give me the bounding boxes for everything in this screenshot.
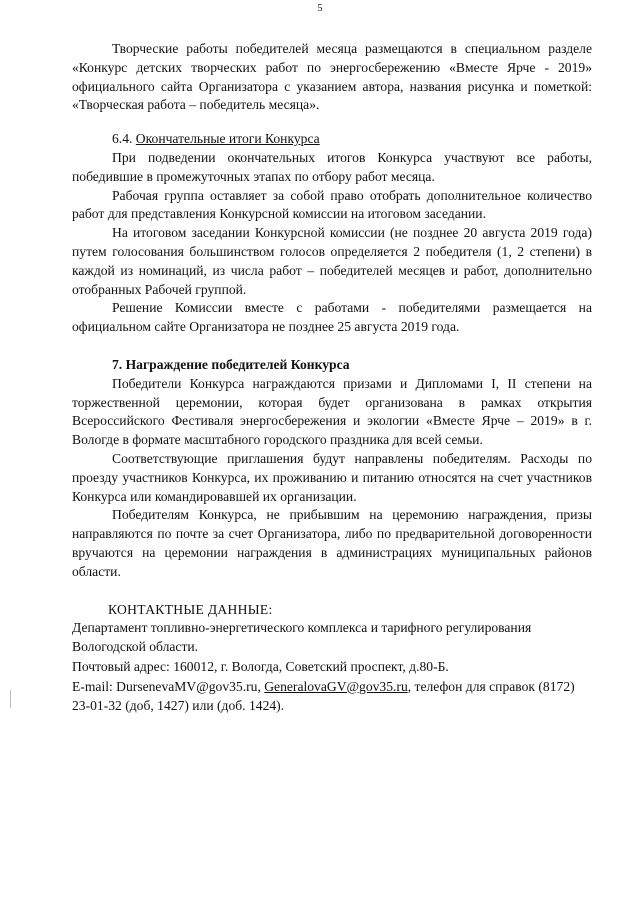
section-6-4-title: Окончательные итоги Конкурса [135, 131, 320, 147]
contacts-email-line [72, 678, 592, 716]
contacts-phone: , телефон для справок (8172) 23-01-32 (доб, 1427) или (доб. 1424). [72, 678, 575, 713]
section-6-4-paragraph-2: Рабочая группа оставляет за собой право отобрать дополнительное количество работ для представления Конкурсной комиссии на итоговом заседании. [72, 187, 592, 222]
section-7-paragraph-1: Победители Конкурса награждаются призами и Дипломами I, II степени на торжественной церемонии, которая будет организована в рамках открытия Всероссийского Фестиваля энергосбережения и экологии «Вместе Ярче – 2019» в г. Вологде в формате масштабного городского праздника для всей семьи. [72, 375, 592, 448]
section-6-4-paragraph-3: На итоговом заседании Конкурсной комиссии (не позднее 20 августа 2019 года) путем голосования большинством голосов определяется 2 победителя (1, 2 степени) в каждой из номинаций, из числа работ – победителей месяцев и работ, дополнительно отобранных Рабочей группой. [72, 225, 592, 297]
contacts-department: Департамент топливно-энергетического комплекса и тарифного регулирования Вологодской области. [72, 620, 532, 655]
contacts-postal-address: Почтовый адрес: 160012, г. Вологда, Советский проспект, д.80-Б. [72, 658, 449, 674]
document-body [72, 40, 592, 715]
section-6-4-paragraph-1: При подведении окончательных итогов Конкурса участвуют все работы, победившие в промежуточных этапах по отбору работ месяца. [72, 149, 592, 184]
email-separator: , [257, 678, 265, 694]
contacts-block [72, 619, 592, 715]
margin-mark [10, 690, 11, 708]
section-6-4-heading [72, 130, 592, 149]
intro-paragraph: Творческие работы победителей месяца размещаются в специальном разделе «Конкурс детских творческих работ по энергосбережению «Вместе Ярче - 2019» официального сайта Организатора с указанием автора, названия рисунка и пометкой: «Творческая работа – победитель месяца». [72, 41, 592, 113]
email-link-generalova[interactable]: GeneralovaGV@gov35.ru [264, 678, 408, 694]
email-link-durseneva[interactable]: DursenevaMV@gov35.ru [116, 678, 258, 694]
section-6-4-number: 6.4. [112, 131, 133, 147]
section-7-paragraph-3: Победителям Конкурса, не прибывшим на церемонию награждения, призы направляются по почте за счет Организатора, либо по предварительной договоренности вручаются на церемонии награждения в администрациях муниципальных районов области. [72, 507, 592, 579]
contacts-title: КОНТАКТНЫЕ ДАННЫЕ: [108, 601, 273, 617]
email-label: E-mail: [72, 678, 117, 694]
section-7-title: 7. Награждение победителей Конкурса [112, 356, 350, 372]
section-6-4-paragraph-4: Решение Комиссии вместе с работами - победителями размещается на официальном сайте Организатора не позднее 25 августа 2019 года. [72, 300, 592, 335]
section-7-paragraph-2: Соответствующие приглашения будут направлены победителям. Расходы по проезду участников Конкурса, их проживанию и питанию относятся на счет участников Конкурса или командировавшей их организации. [72, 450, 592, 504]
page-number: 5 [317, 3, 323, 14]
